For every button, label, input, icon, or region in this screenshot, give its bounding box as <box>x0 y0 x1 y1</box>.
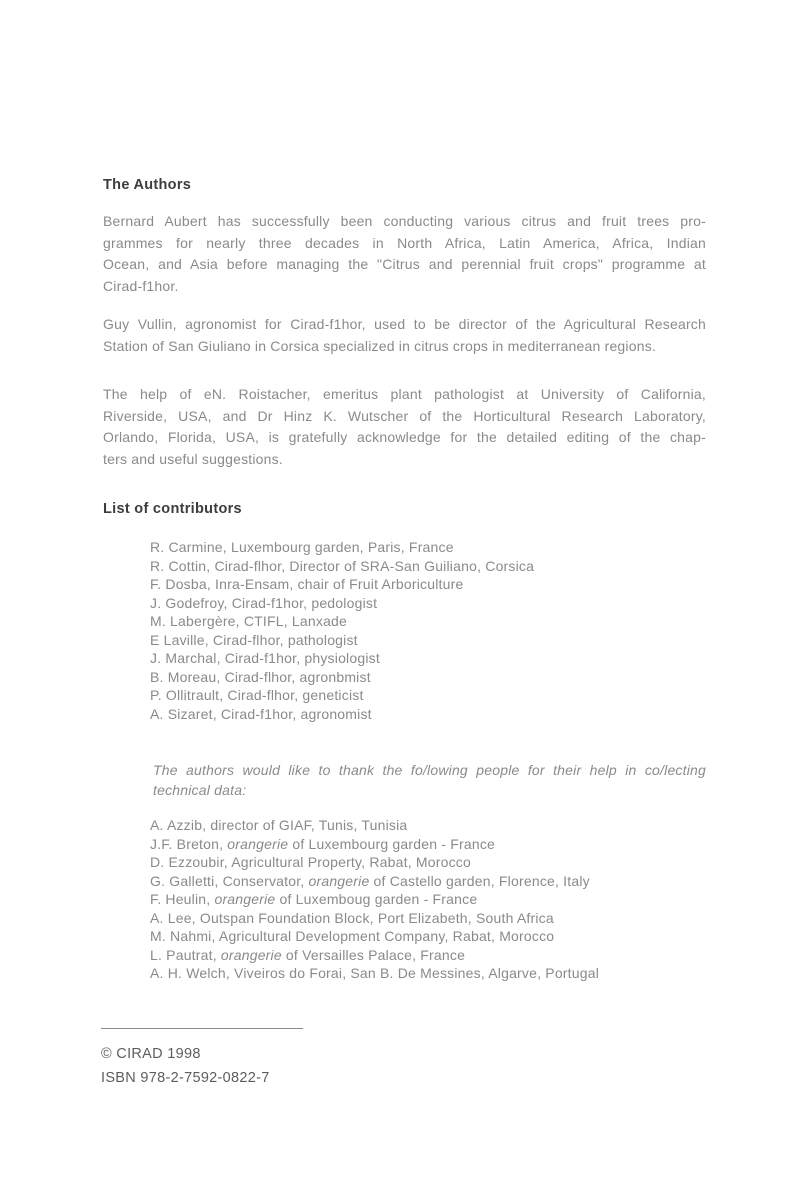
helper-text-italic: orangerie <box>220 946 282 963</box>
contributor-item: A. Sizaret, Cirad-f1hor, agronomist <box>150 705 372 722</box>
helper-text: A. Azzib, director of GIAF, Tunis, Tunisia <box>150 817 408 833</box>
helper-text-italic: orangerie <box>214 891 276 907</box>
acknowledgement-note <box>153 761 706 800</box>
note-line: technical data: <box>153 781 247 798</box>
helper-item <box>150 964 706 983</box>
paragraph-line: Riverside, USA, and Dr Hinz K. Wutscher of the Horticultural Research Laboratory, <box>103 407 706 424</box>
helper-item <box>150 946 706 965</box>
helpers-list <box>150 816 706 983</box>
helper-item <box>150 853 706 872</box>
contributor-item: F. Dosba, Inra-Ensam, chair of Fruit Arboriculture <box>150 576 464 592</box>
helper-text: of Versailles Palace, France <box>281 946 466 963</box>
authors-heading: The Authors <box>103 177 192 193</box>
helper-item <box>150 835 706 854</box>
helper-item <box>150 927 706 946</box>
paragraph-line: Ocean, and Asia before managing the "Citrus and perennial fruit crops" programme at <box>103 256 706 272</box>
helper-item <box>150 909 706 928</box>
helper-text: of Castello garden, Florence, Italy <box>369 872 590 889</box>
contributor-item: R. Cottin, Cirad-flhor, Director of SRA-San Guiliano, Corsica <box>150 557 535 574</box>
page-content <box>103 177 706 983</box>
note-line: The authors would like to thank the fo/lowing people for their help in co/lecting <box>153 762 706 778</box>
authors-paragraph-2 <box>103 314 706 357</box>
paragraph-line: Guy Vullin, agronomist for Cirad-f1hor, used to be director of the Agricultural Research <box>103 316 706 332</box>
helper-text: L. Pautrat, <box>150 946 221 963</box>
contributor-item: J. Godefroy, Cirad-f1hor, pedologist <box>150 594 378 611</box>
contributor-item: B. Moreau, Cirad-flhor, agronbmist <box>150 668 371 685</box>
paragraph-line: Orlando, Florida, USA, is gratefully acknowledge for the detailed editing of the chap- <box>103 429 706 445</box>
authors-paragraph-3 <box>103 384 706 470</box>
helper-text: A. Lee, Outspan Foundation Block, Port Elizabeth, South Africa <box>150 909 554 926</box>
contributors-list <box>150 538 706 723</box>
helper-text: G. Galletti, Conservator, <box>150 872 309 889</box>
helper-text: M. Nahmi, Agricultural Development Company, Rabat, Morocco <box>150 928 555 944</box>
paragraph-line: ters and useful suggestions. <box>103 450 283 467</box>
copyright-line: © CIRAD 1998 <box>101 1046 201 1062</box>
isbn-line: ISBN 978-2-7592-0822-7 <box>101 1070 270 1086</box>
contributor-item: J. Marchal, Cirad-f1hor, physiologist <box>150 650 380 666</box>
footer-divider <box>101 1028 303 1029</box>
helper-text: F. Heulin, <box>150 891 215 907</box>
helper-text-italic: orangerie <box>227 835 289 852</box>
helper-item <box>150 872 706 891</box>
contributor-item: E Laville, Cirad-flhor, pathologist <box>150 631 358 648</box>
authors-paragraph-1 <box>103 211 706 297</box>
imprint-footer <box>101 1028 303 1090</box>
helper-item <box>150 890 706 909</box>
helper-item <box>150 816 706 835</box>
contributor-item: R. Carmine, Luxembourg garden, Paris, France <box>150 539 454 555</box>
helper-text: D. Ezzoubir, Agricultural Property, Rabat, Morocco <box>150 854 471 870</box>
contributor-item: M. Labergère, CTIFL, Lanxade <box>150 613 348 629</box>
helper-text-italic: orangerie <box>308 872 370 889</box>
contributor-item: P. Ollitrault, Cirad-flhor, geneticist <box>150 687 364 703</box>
helper-text: of Luxembourg garden - France <box>288 835 496 852</box>
helper-text: A. H. Welch, Viveiros do Forai, San B. De Messines, Algarve, Portugal <box>150 965 600 981</box>
paragraph-line: Bernard Aubert has successfully been conducting various citrus and fruit trees pro- <box>103 213 706 229</box>
paragraph-line: The help of eN. Roistacher, emeritus plant pathologist at University of California, <box>103 386 706 402</box>
paragraph-line: grammes for nearly three decades in North Africa, Latin America, Africa, Indian <box>103 234 706 251</box>
helper-text: of Luxemboug garden - France <box>275 891 478 907</box>
paragraph-line: Cirad-f1hor. <box>103 277 179 294</box>
contributors-heading: List of contributors <box>103 501 242 517</box>
paragraph-line: Station of San Giuliano in Corsica specialized in citrus crops in mediterranean regions. <box>103 337 656 354</box>
helper-text: J.F. Breton, <box>150 835 228 852</box>
